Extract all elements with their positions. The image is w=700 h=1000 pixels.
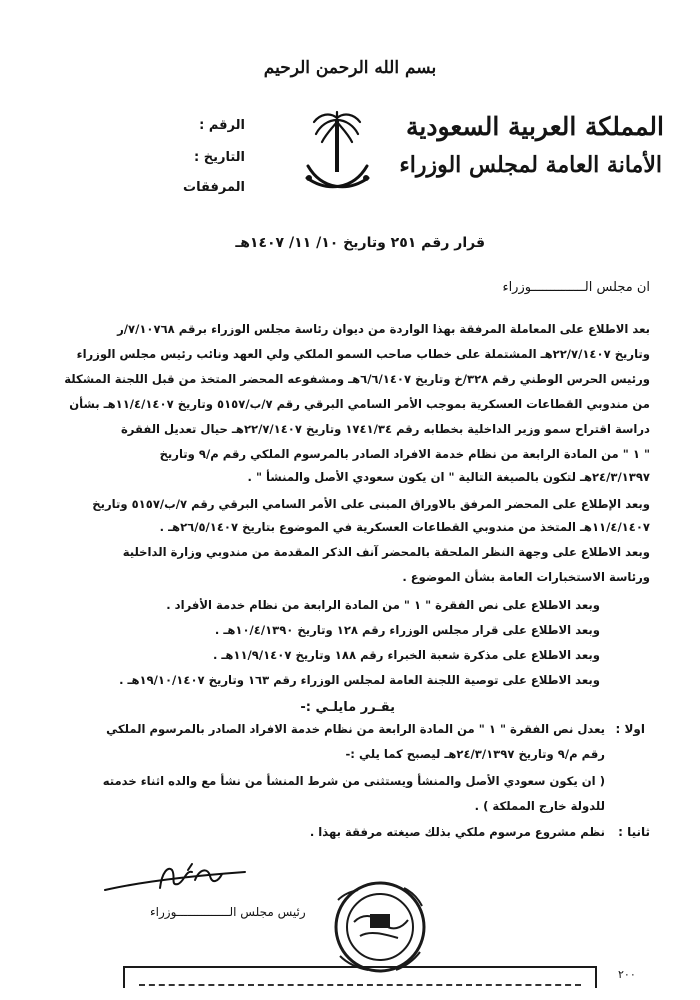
paragraph-line: وبعد الاطلاع على قرار مجلس الوزراء رقم ١٢٨ وتاريخ ١٠/٤/١٣٩٠هـ . bbox=[214, 623, 600, 637]
clause-one-line: ( ان يكون سعودي الأصل والمنشأ ويستثنى من شرط المنشأ من نشأ مع والده اثناء خدمته bbox=[102, 774, 605, 788]
council-secretariat-name: الأمانة العامة لمجلس الوزراء bbox=[399, 152, 662, 178]
paragraph-line: وبعد الاطلاع على مذكرة شعبة الخبراء رقم ١٨٨ وتاريخ ١١/٩/١٤٠٧هـ . bbox=[212, 648, 600, 662]
paragraph-line: وبعد الاطلاع على وجهة النظر الملحقة بالمحضر آنف الذكر المقدمة من مندوبي وزارة الداخلية bbox=[122, 545, 650, 559]
kingdom-name: المملكة العربية السعودية bbox=[405, 112, 664, 141]
footer-box bbox=[123, 966, 597, 988]
paragraph-line: وبعد الاطلاع على توصية اللجنة العامة لمجلس الوزراء رقم ١٦٣ وتاريخ ١٩/١٠/١٤٠٧هـ . bbox=[119, 673, 600, 687]
paragraph-line: وبعد الإطلاع على المحضر المرفق بالاوراق المبنى على الأمر السامي البرقي رقم ٧/ب/٥١٥٧ وتاريخ bbox=[92, 497, 650, 511]
clause-one-line: للدولة خارج المملكة ) . bbox=[474, 799, 605, 813]
paragraph-line: ورئيس الحرس الوطني رقم ٣٢٨/خ وتاريخ ٦/٦/١٤٠٧هـ ومشفوعه المحضر المتخذ من قبل اللجنة المشكلة bbox=[64, 372, 650, 386]
signature-title: رئيس مجلس الـــــــــــــــوزراء bbox=[150, 905, 306, 919]
bismillah-heading: بسم الله الرحمن الرحيم bbox=[263, 58, 437, 78]
salutation-line: ان مجلس الــــــــــــــوزراء bbox=[502, 280, 650, 295]
clause-two-text: نظم مشروع مرسوم ملكي بذلك صيغته مرفقة بهذا . bbox=[309, 825, 605, 839]
paragraph-line: ١١/٤/١٤٠٧هـ المتخذ من مندوبي القطاعات العسكرية في الموضوع بتاريخ ٢٦/٥/١٤٠٧هـ . bbox=[159, 520, 650, 534]
paragraph-line: " ١ " من المادة الرابعة من نظام خدمة الافراد الصادر بالمرسوم الملكي رقم م/٩ وتاريخ bbox=[159, 447, 650, 461]
resolves-heading: يقـرر مايلـي :- bbox=[300, 700, 395, 715]
paragraph-line: ورئاسة الاستخبارات العامة بشأن الموضوع . bbox=[402, 570, 650, 584]
paragraph-line: وبعد الاطلاع على نص الفقرة " ١ " من المادة الرابعة من نظام خدمة الأفراد . bbox=[166, 598, 600, 612]
enclosures-field-label: المرفقات bbox=[183, 180, 245, 195]
clause-one-line: رقم م/٩ وتاريخ ٢٤/٣/١٣٩٧هـ ليصبح كما يلي :- bbox=[345, 747, 605, 761]
saudi-emblem-icon bbox=[300, 108, 375, 203]
decision-title: قرار رقم ٢٥١ وتاريخ ١٠/ ١١/ ١٤٠٧هـ bbox=[235, 235, 485, 251]
date-field-label: التاريخ : bbox=[194, 150, 245, 165]
paragraph-line: وتاريخ ٢٢/٧/١٤٠٧هـ المشتملة على خطاب صاحب السمو الملكي ولي العهد ونائب رئيس مجلس الوزراء bbox=[76, 347, 650, 361]
paragraph-line: بعد الاطلاع على المعاملة المرفقة بهذا الواردة من ديوان رئاسة مجلس الوزراء برقم ٧/١٠٧٦٨/ر bbox=[117, 322, 650, 336]
paragraph-line: ٢٤/٣/١٣٩٧هـ لتكون بالصيغة التالية " ان يكون سعودي الأصل والمنشأ " . bbox=[247, 470, 650, 484]
clause-two-label: ثانيا : bbox=[618, 825, 650, 839]
clause-one-line: يعدل نص الفقرة " ١ " من المادة الرابعة من نظام خدمة الافراد الصادر بالمرسوم الملكي bbox=[106, 722, 605, 736]
paragraph-line: من مندوبي القطاعات العسكرية بموجب الأمر السامي البرقي رقم ٧/ب/٥١٥٧ وتاريخ ١١/٤/١٤٠٧هـ بشأن bbox=[69, 397, 650, 411]
page-number: ٢٠٠ bbox=[618, 968, 636, 981]
clause-one-label: اولا : bbox=[615, 722, 645, 736]
official-seal-stamp bbox=[318, 872, 438, 977]
paragraph-line: دراسة اقتراح سمو وزير الداخلية بخطابه رقم ١٧٤١/٣٤ وتاريخ ٢٢/٧/١٤٠٧هـ حيال تعديل الفقرة bbox=[120, 422, 650, 436]
number-field-label: الرقم : bbox=[199, 118, 245, 133]
